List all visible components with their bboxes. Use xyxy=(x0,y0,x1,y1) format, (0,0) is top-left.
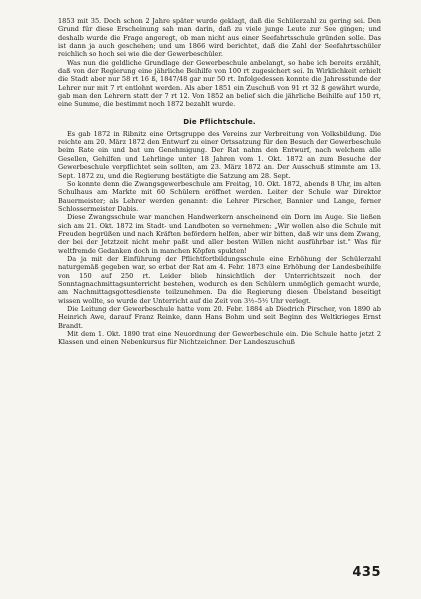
paragraph-8: Mit dem 1. Okt. 1890 trat eine Neuordnung der Gewerbeschule ein. Die Schule hatte jetzt 2 Klassen und einen Nebenkursus für Nichtzeichner. Der Landeszuschuß xyxy=(58,330,381,347)
paragraph-5: Diese Zwangsschule war manchen Handwerkern anscheinend ein Dorn im Auge. Sie ließen sich am 21. Okt. 1872 im Stadt- und Landboten so vernehmen: „Wir wollen also die Schule mit Freuden begrüßen und nach Kräften befördern helfen, aber wir bitten, daß wir uns dem Zwang, der bei der Jetztzeit nicht mehr paßt und aller besten Willen nicht ausführbar ist." Was für weltfremde Gedanken doch in manchen Köpfen spukten! xyxy=(58,213,381,255)
paragraph-4: So konnte denn die Zwangsgewerbeschule am Freitag, 10. Okt. 1872, abends 8 Uhr, im alten Schulhaus am Markte mit 60 Schülern eröffnet werden. Leiter der Schule war Direktor Bauermeister; als Lehrer werden genannt: die Lehrer Pirscher, Bannier und Lange, ferner Schlossermeister Dabis. xyxy=(58,179,381,213)
paragraph-6: Da ja mit der Einführung der Pflichtfortbildungsschule eine Erhöhung der Schülerzahl naturgemäß gegeben war, so erbat der Rat am 4. Febr. 1873 eine Erhöhung der Landesbeihilfe von 150 auf 250 rt. Leider blieb hinsichtlich der Unterrichtszeit noch der Sonntagnachmittagsunterricht bestehen, wodurch es den Schülern unmöglich gemacht wurde, am Nachmittagsgottesdienste teilzunehmen. Da die Regierung diesen Übelstand beseitigt wissen wollte, so wurde der Unterricht auf die Zeit von 3½–5½ Uhr verlegt. xyxy=(58,254,381,305)
paragraph-3: Es gab 1872 in Ribnitz eine Ortsgruppe des Vereins zur Verbreitung von Volksbildung. Die reichte am 20. März 1872 den Entwurf zu einer Ortssatzung für den Besuch der Gewerbeschule beim Rate ein und bat um Genehmigung. Der Rat nahm den Entwurf, nach welchem alle Gesellen, Gehilfen und Lehrlinge unter 18 Jahren vom 1. Okt. 1872 an zum Besuche der Gewerbeschule verpflichtet sein sollten, am 23. März 1872 an. Der Ausschuß stimmte am 13. Sept. 1872 zu, und die Regierung bestätigte die Satzung am 28. Sept. xyxy=(58,129,381,180)
paragraph-2: Was nun die geldliche Grundlage der Gewerbeschule anbelangt, so habe ich bereits erzählt, daß von der Regierung eine jährliche Beihilfe von 100 rt zugesichert sei. In Wirklichkeit erhielt die Stadt aber nur 58 rt 16 ß, 1847/48 gar nur 50 rt. Infolgedessen konnte die Jahresstunde der Lehrer nur mit 7 rt entlohnt werden. Als aber 1851 ein Zuschuß von 91 rt 32 ß gewährt wurde, gab man den Lehrern statt der 7 rt 12. Von 1852 an belief sich die jährliche Beihilfe auf 150 rt, eine Summe, die bestimmt noch 1872 bezahlt wurde. xyxy=(58,58,381,109)
page-number: 435 xyxy=(352,565,381,580)
paragraph-1: 1853 mit 35. Doch schon 2 Jahre später wurde geklagt, daß die Schülerzahl zu gering sei. Den Grund für diese Erscheinung sah man darin, daß zu viele junge Leute zur See gingen; und deshalb wurde die Frage angeregt, ob man nicht aus einer Seefahrtsschule gründen solle. Das ist dann ja auch geschehen; und um 1866 wird berichtet, daß die Zahl der Seefahrtsschüler reichlich so hoch sei wie die der Gewerbeschüler. xyxy=(58,17,381,59)
body-text xyxy=(58,17,381,347)
paragraph-7: Die Leitung der Gewerbeschule hatte vom 20. Febr. 1884 ab Diedrich Pirscher, von 1890 ab Heinrich Awe, darauf Franz Reinke, dann Hans Bohm und seit Beginn des Weltkrieges Ernst Brandt. xyxy=(58,305,381,330)
section-heading: Die Pflichtschule. xyxy=(183,117,256,126)
